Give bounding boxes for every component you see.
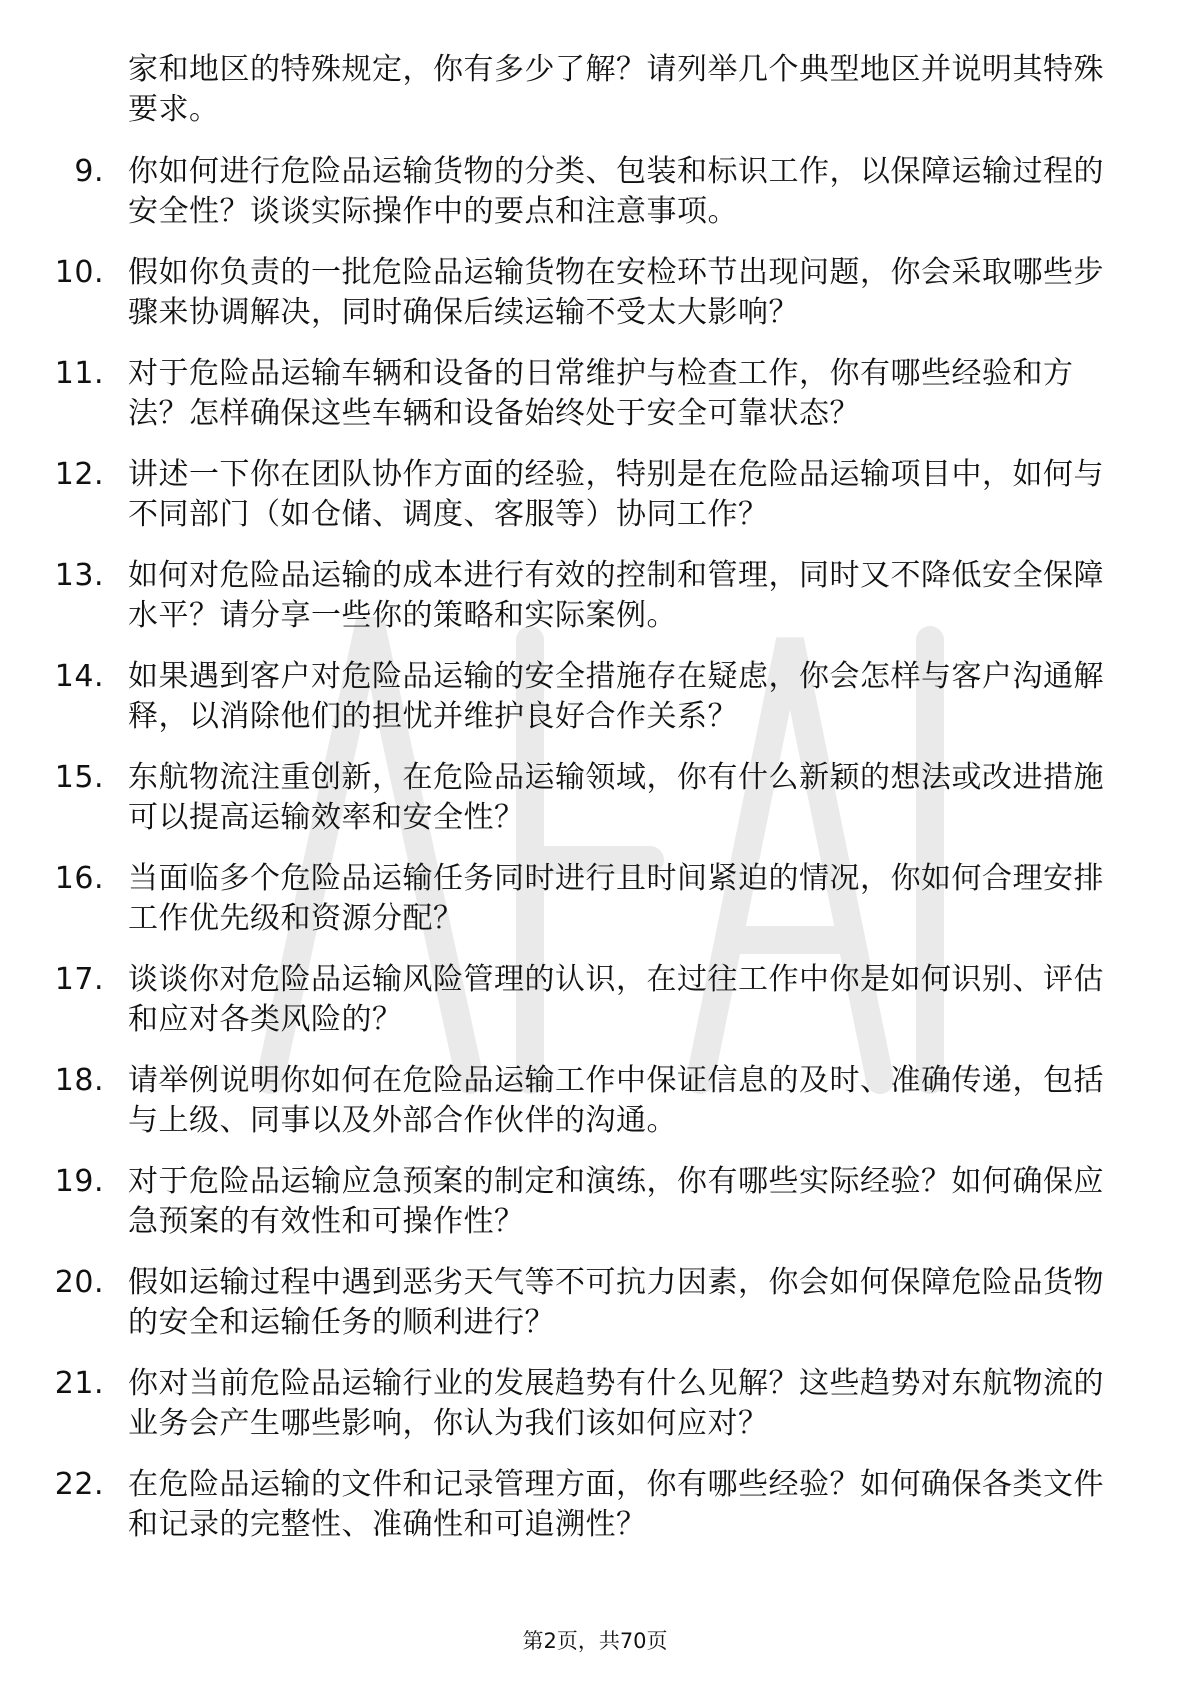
list-item <box>0 1061 1190 1141</box>
list-item <box>0 455 1190 535</box>
list-item <box>0 556 1190 636</box>
page-number-label: 第2页，共70页 <box>522 1629 668 1653</box>
item-text: 你如何进行危险品运输货物的分类、包装和标识工作，以保障运输过程的安全性？谈谈实际操作中的要点和注意事项。 <box>128 154 1104 229</box>
item-text: 在危险品运输的文件和记录管理方面，你有哪些经验？如何确保各类文件和记录的完整性、准确性和可追溯性？ <box>128 1467 1104 1542</box>
list-item <box>0 1263 1190 1343</box>
item-number: 20. <box>54 1265 104 1300</box>
list-item <box>0 50 1190 130</box>
list-item <box>0 1364 1190 1444</box>
item-number: 17. <box>54 962 104 997</box>
list-item <box>0 960 1190 1040</box>
item-text: 如果遇到客户对危险品运输的安全措施存在疑虑，你会怎样与客户沟通解释，以消除他们的担忧并维护良好合作关系？ <box>128 659 1104 734</box>
item-number: 14. <box>54 659 104 694</box>
list-item <box>0 354 1190 434</box>
item-text: 对于危险品运输应急预案的制定和演练，你有哪些实际经验？如何确保应急预案的有效性和可操作性？ <box>128 1164 1104 1239</box>
item-text: 假如运输过程中遇到恶劣天气等不可抗力因素，你会如何保障危险品货物的安全和运输任务的顺利进行？ <box>128 1265 1104 1340</box>
item-number: 19. <box>54 1164 104 1199</box>
list-item <box>0 1162 1190 1242</box>
item-text: 谈谈你对危险品运输风险管理的认识，在过往工作中你是如何识别、评估和应对各类风险的？ <box>128 962 1104 1037</box>
item-number: 21. <box>54 1366 104 1401</box>
item-text: 假如你负责的一批危险品运输货物在安检环节出现问题，你会采取哪些步骤来协调解决，同时确保后续运输不受太大影响？ <box>128 255 1104 330</box>
item-text: 如何对危险品运输的成本进行有效的控制和管理，同时又不降低安全保障水平？请分享一些你的策略和实际案例。 <box>128 558 1104 633</box>
page-footer <box>0 1627 1190 1655</box>
item-number: 18. <box>54 1063 104 1098</box>
item-text: 讲述一下你在团队协作方面的经验，特别是在危险品运输项目中，如何与不同部门（如仓储、调度、客服等）协同工作？ <box>128 457 1104 532</box>
item-number: 10. <box>54 255 104 290</box>
question-list <box>0 50 1190 1566</box>
item-text: 东航物流注重创新，在危险品运输领域，你有什么新颖的想法或改进措施可以提高运输效率和安全性？ <box>128 760 1104 835</box>
item-text: 你对当前危险品运输行业的发展趋势有什么见解？这些趋势对东航物流的业务会产生哪些影响，你认为我们该如何应对？ <box>128 1366 1104 1441</box>
list-item <box>0 152 1190 232</box>
item-number: 22. <box>54 1467 104 1502</box>
item-text: 对于危险品运输车辆和设备的日常维护与检查工作，你有哪些经验和方法？怎样确保这些车辆和设备始终处于安全可靠状态？ <box>128 356 1074 431</box>
item-number: 16. <box>54 861 104 896</box>
list-item <box>0 758 1190 838</box>
item-number: 15. <box>54 760 104 795</box>
list-item <box>0 253 1190 333</box>
list-item <box>0 657 1190 737</box>
item-text: 请举例说明你如何在危险品运输工作中保证信息的及时、准确传递，包括与上级、同事以及外部合作伙伴的沟通。 <box>128 1063 1104 1138</box>
item-number: 13. <box>54 558 104 593</box>
item-number: 9. <box>74 154 104 189</box>
item-number: 12. <box>54 457 104 492</box>
item-text: 家和地区的特殊规定，你有多少了解？请列举几个典型地区并说明其特殊要求。 <box>128 52 1104 127</box>
list-item <box>0 859 1190 939</box>
list-item <box>0 1465 1190 1545</box>
item-text: 当面临多个危险品运输任务同时进行且时间紧迫的情况，你如何合理安排工作优先级和资源分配？ <box>128 861 1104 936</box>
item-number: 11. <box>54 356 104 391</box>
